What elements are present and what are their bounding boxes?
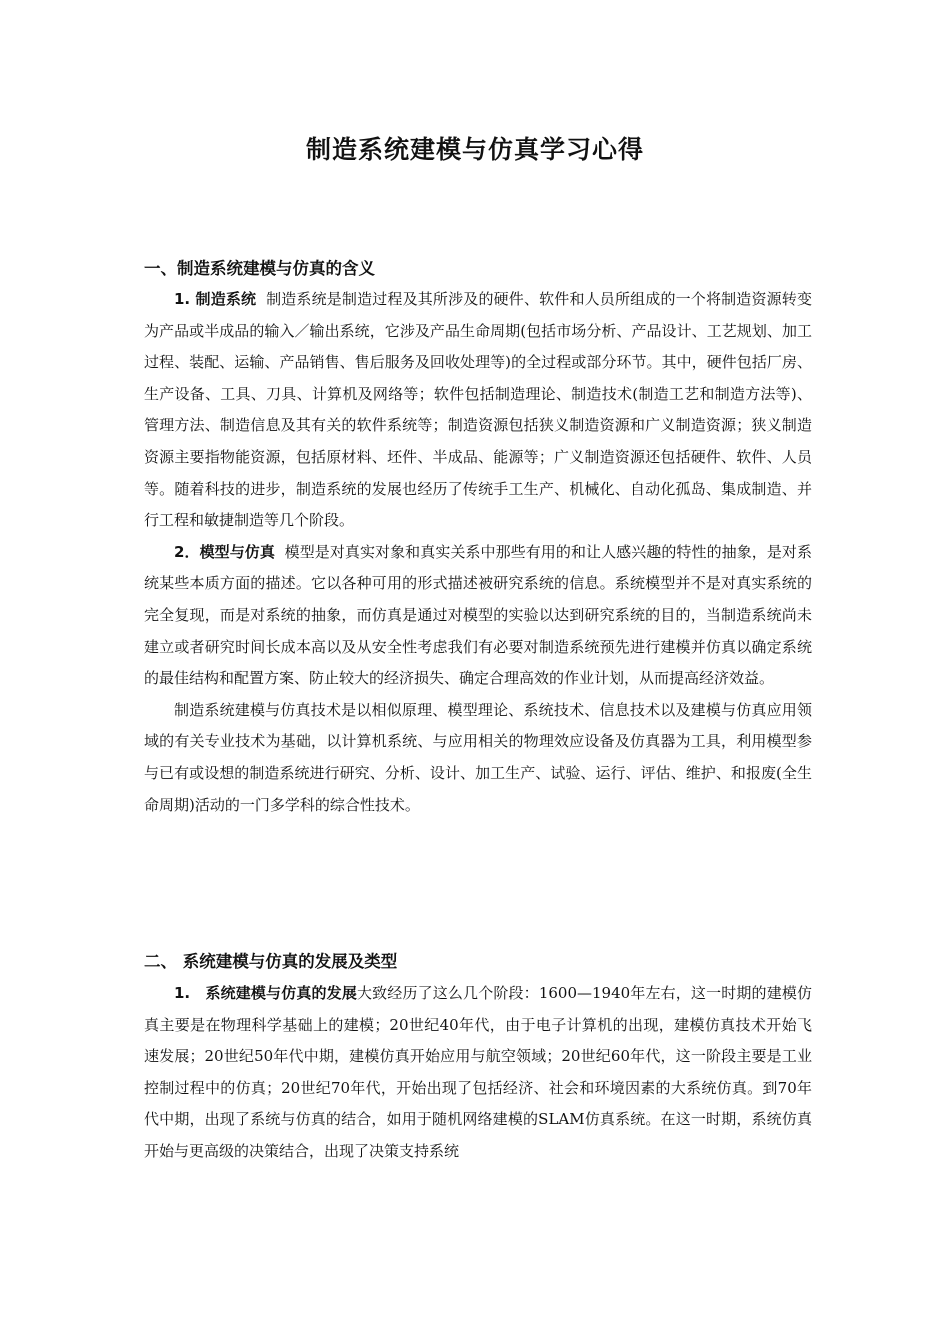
paragraph-model-and-simulation (144, 537, 812, 695)
paragraph-text: 制造系统是制造过程及其所涉及的硬件、软件和人员所组成的一个将制造资源转变为产品或半成品的输入／输出系统，它涉及产品生命周期(包括市场分析、产品设计、工艺规划、加工过程、装配、运输、产品销售、售后服务及回收处理等)的全过程或部分环节。其中，硬件包括厂房、生产设备、工具、刀具、计算机及网络等；软件包括制造理论、制造技术(制造工艺和制造方法等)、管理方法、制造信息及其有关的软件系统等；制造资源包括狭义制造资源和广义制造资源；狭义制造资源主要指物能资源，包括原材料、坯件、半成品、能源等；广义制造资源还包括硬件、软件、人员等。随着科技的进步，制造系统的发展也经历了传统手工生产、机械化、自动化孤岛、集成制造、并行工程和敏捷制造等几个阶段。 (144, 290, 812, 530)
paragraph-modeling-technology (144, 695, 812, 821)
section-2-heading: 二、 系统建模与仿真的发展及类型 (144, 952, 398, 971)
section-2-body (144, 978, 812, 1168)
paragraph-label: 2．模型与仿真 (174, 542, 275, 561)
paragraph-manufacturing-system (144, 284, 812, 537)
paragraph-text: 大致经历了这么几个阶段：1600—1940年左右，这一时期的建模仿真主要是在物理科学基础上的建模；20世纪40年代，由于电子计算机的出现，建模仿真技术开始飞速发展；20世纪50年代中期，建模仿真开始应用与航空领域；20世纪60年代，这一阶段主要是工业控制过程中的仿真；20世纪70年代，开始出现了包括经济、社会和环境因素的大系统仿真。到70年代中期，出现了系统与仿真的结合，如用于随机网络建模的SLAM仿真系统。在这一时期，系统仿真开始与更高级的决策结合，出现了决策支持系统 (144, 984, 813, 1160)
paragraph-text: 模型是对真实对象和真实关系中那些有用的和让人感兴趣的特性的抽象，是对系统某些本质方面的描述。它以各种可用的形式描述被研究系统的信息。系统模型并不是对真实系统的完全复现，而是对系统的抽象，而仿真是通过对模型的实验以达到研究系统的目的，当制造系统尚未建立或者研究时间长成本高以及从安全性考虑我们有必要对制造系统预先进行建模并仿真以确定系统的最佳结构和配置方案、防止较大的经济损失、确定合理高效的作业计划，从而提高经济效益。 (144, 542, 812, 688)
paragraph-development-history (144, 978, 812, 1168)
paragraph-text: 制造系统建模与仿真技术是以相似原理、模型理论、系统技术、信息技术以及建模与仿真应用领域的有关专业技术为基础，以计算机系统、与应用相关的物理效应设备及仿真器为工具，利用模型参与已有或设想的制造系统进行研究、分析、设计、加工生产、试验、运行、评估、维护、和报废(全生命周期)活动的一门多学科的综合性技术。 (144, 700, 812, 814)
paragraph-label: 1. 制造系统 (174, 290, 257, 308)
document-title: 制造系统建模与仿真学习心得 (305, 135, 644, 164)
section-1-body (144, 284, 812, 821)
section-1-heading: 一、制造系统建模与仿真的含义 (144, 259, 375, 278)
paragraph-label: 1. 系统建模与仿真的发展 (174, 984, 357, 1002)
